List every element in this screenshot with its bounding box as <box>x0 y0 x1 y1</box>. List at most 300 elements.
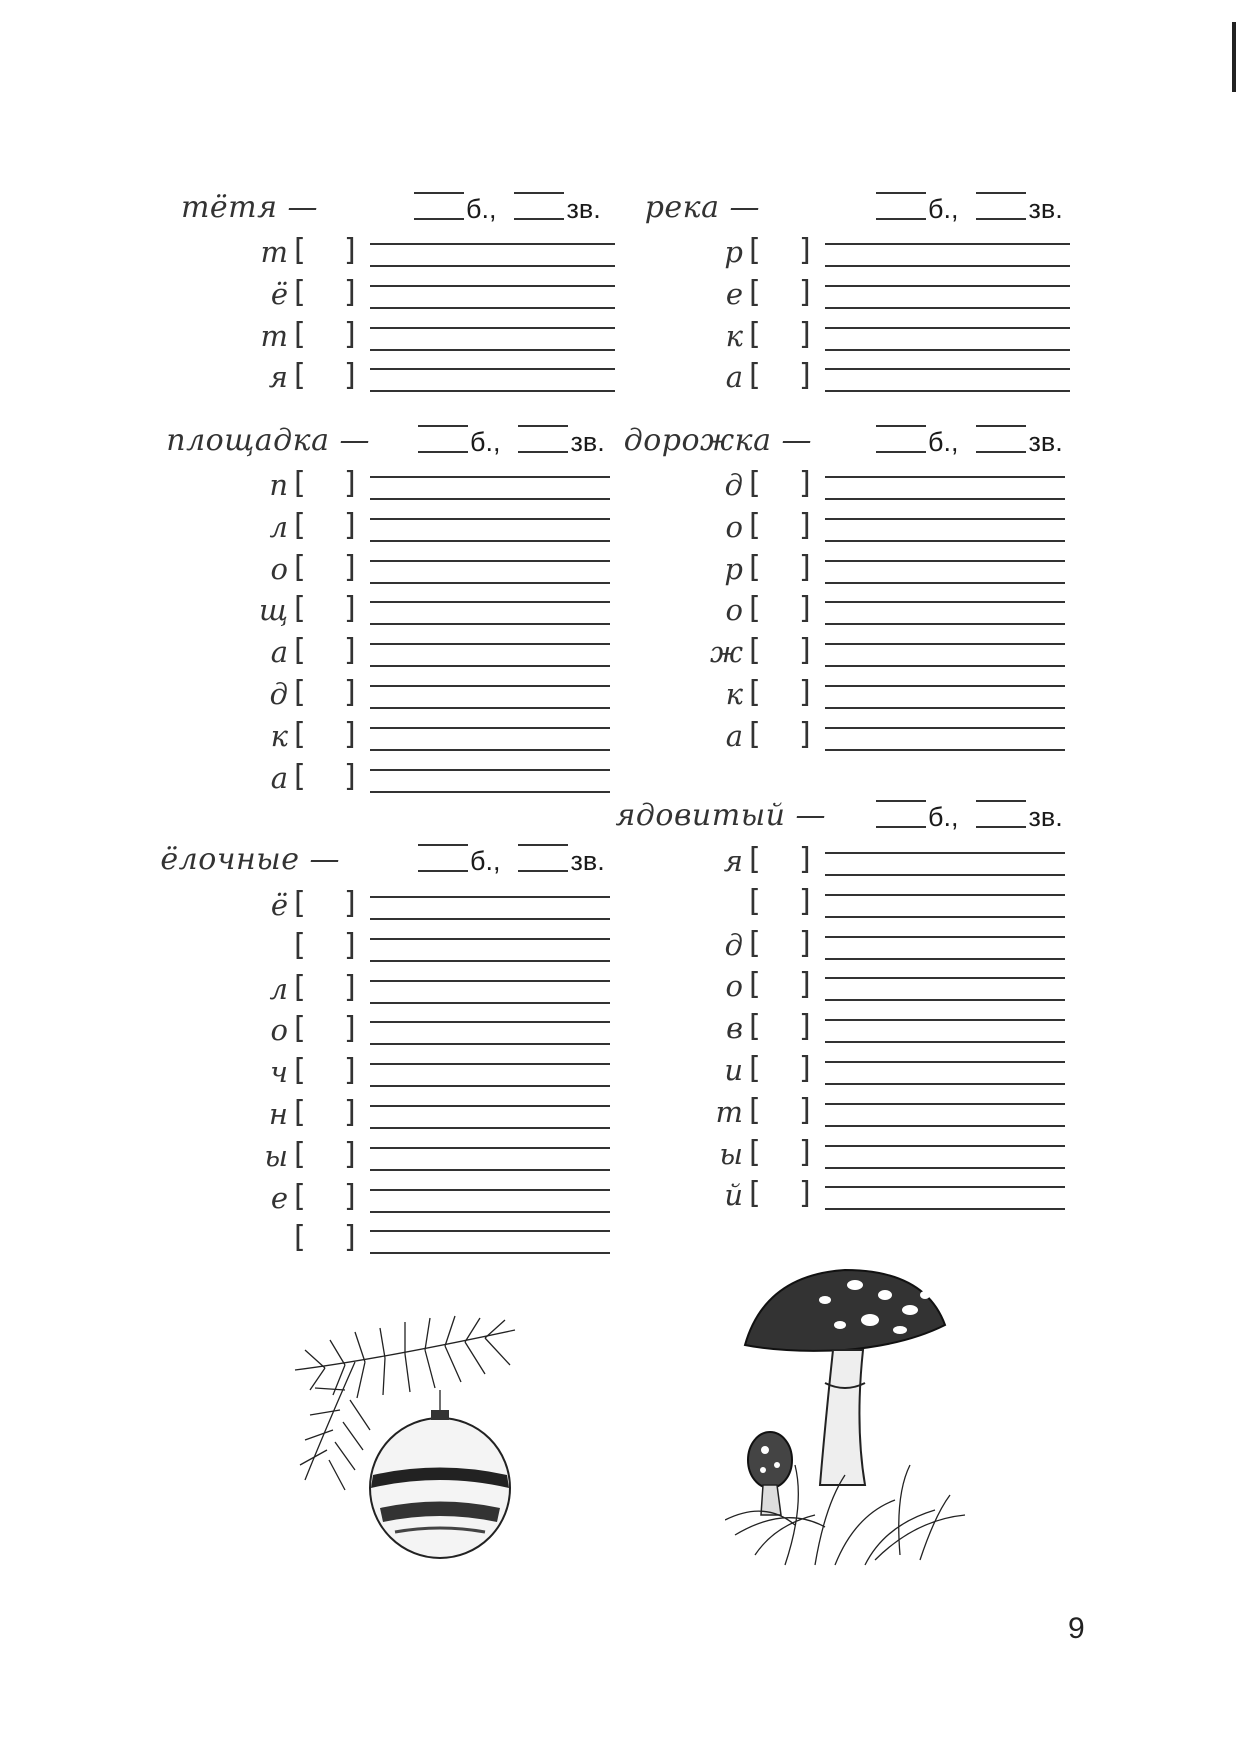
close-bracket: ] <box>799 1051 811 1086</box>
letter-row <box>230 1053 610 1099</box>
upper-line <box>370 560 610 562</box>
sound-writing-lines[interactable] <box>825 635 1065 675</box>
sound-writing-lines[interactable] <box>825 677 1065 717</box>
close-bracket: ] <box>344 1220 356 1256</box>
sound-writing-lines[interactable] <box>370 677 610 717</box>
close-bracket: ] <box>799 716 811 752</box>
upper-line <box>825 1186 1065 1188</box>
lower-line <box>370 1127 610 1129</box>
sound-writing-lines[interactable] <box>825 277 1070 317</box>
letter-label: т <box>715 1094 743 1129</box>
letters-count-slot[interactable] <box>876 800 926 828</box>
sound-writing-lines[interactable] <box>825 1053 1065 1093</box>
lower-line <box>825 1167 1065 1169</box>
word-ploshchadka: площадка — <box>166 423 370 458</box>
close-bracket: ] <box>799 358 811 394</box>
letter-label: я <box>268 360 288 395</box>
sound-writing-lines[interactable] <box>825 360 1070 400</box>
letter-row <box>230 633 610 679</box>
letters-count-label: б., <box>928 194 959 224</box>
sounds-count-label: зв. <box>566 194 601 224</box>
letter-row <box>230 317 615 363</box>
letter-row <box>685 1135 1065 1181</box>
letter-row <box>685 1176 1065 1222</box>
letter-row <box>685 1009 1065 1055</box>
letter-row <box>685 233 1070 279</box>
close-bracket: ] <box>344 675 356 710</box>
open-bracket: [ <box>294 927 306 963</box>
lower-line <box>370 960 610 962</box>
letter-row <box>230 275 615 321</box>
letter-label: й <box>724 1178 743 1213</box>
letter-label: о <box>725 969 743 1004</box>
open-bracket: [ <box>294 1095 306 1130</box>
close-bracket: ] <box>344 927 356 963</box>
letter-label: а <box>725 360 743 395</box>
open-bracket: [ <box>749 842 761 877</box>
large-mushroom-stem <box>820 1350 865 1485</box>
close-bracket: ] <box>799 233 811 268</box>
letter-row <box>685 466 1065 512</box>
lower-line <box>825 582 1065 584</box>
letter-row <box>230 886 610 932</box>
letter-row <box>230 1220 610 1266</box>
letter-label: н <box>268 1097 288 1131</box>
letter-label: в <box>726 1011 743 1046</box>
letter-label: к <box>725 318 743 353</box>
letter-label: ж <box>710 635 743 670</box>
close-bracket: ] <box>799 274 811 310</box>
letters-count-slot[interactable] <box>876 192 926 220</box>
sound-writing-lines[interactable] <box>825 510 1065 550</box>
letter-label: о <box>725 509 743 544</box>
sound-writing-lines[interactable] <box>825 886 1065 926</box>
lower-line <box>370 1252 610 1254</box>
upper-line <box>370 327 615 329</box>
lower-line <box>370 582 610 584</box>
sound-writing-lines[interactable] <box>825 1137 1065 1177</box>
open-bracket: [ <box>294 633 306 669</box>
upper-line <box>370 643 610 645</box>
sound-writing-lines[interactable] <box>370 635 610 675</box>
open-bracket: [ <box>294 1136 306 1172</box>
close-bracket: ] <box>344 358 356 394</box>
sounds-count-label: зв. <box>570 427 605 457</box>
sound-writing-lines[interactable] <box>370 930 610 970</box>
upper-line <box>370 476 610 478</box>
upper-line <box>370 518 610 520</box>
page-number: 9 <box>1068 1612 1085 1645</box>
lower-line <box>370 791 610 793</box>
upper-line <box>825 685 1065 687</box>
sounds-count-slot[interactable] <box>518 844 568 872</box>
lower-line <box>825 498 1065 500</box>
letter-row <box>685 358 1070 404</box>
lower-line <box>370 623 610 625</box>
letter-row <box>230 759 610 805</box>
small-mushroom-cap <box>748 1432 792 1488</box>
open-bracket: [ <box>749 883 761 919</box>
letter-row <box>685 675 1065 721</box>
letters-count-label: б., <box>928 427 959 457</box>
upper-line <box>825 601 1065 603</box>
upper-line <box>825 518 1065 520</box>
letter-row <box>685 1093 1065 1139</box>
upper-line <box>825 1145 1065 1147</box>
close-bracket: ] <box>799 842 811 877</box>
open-bracket: [ <box>749 316 761 352</box>
upper-line <box>370 1147 610 1149</box>
lower-line <box>370 390 615 392</box>
close-bracket: ] <box>344 1136 356 1172</box>
letter-row <box>230 1179 610 1225</box>
sound-writing-lines[interactable] <box>370 468 610 508</box>
lower-line <box>370 1043 610 1045</box>
sounds-count-label: зв. <box>570 846 605 876</box>
letter-label: р <box>724 551 743 586</box>
letter-label: к <box>270 718 288 753</box>
letter-label: д <box>724 468 743 502</box>
close-bracket: ] <box>799 316 811 352</box>
sound-writing-lines[interactable] <box>370 319 615 359</box>
open-bracket: [ <box>749 1176 761 1212</box>
upper-line <box>370 980 610 982</box>
lower-line <box>370 707 610 709</box>
open-bracket: [ <box>294 274 306 310</box>
close-bracket: ] <box>344 591 356 627</box>
sound-writing-lines[interactable] <box>370 1139 610 1179</box>
lower-line <box>370 1002 610 1004</box>
upper-line <box>370 896 610 898</box>
letter-label: д <box>269 677 288 711</box>
close-bracket: ] <box>344 549 356 585</box>
close-bracket: ] <box>799 549 811 585</box>
sound-writing-lines[interactable] <box>825 928 1065 968</box>
upper-line <box>825 643 1065 645</box>
open-bracket: [ <box>749 716 761 752</box>
close-bracket: ] <box>799 1092 811 1128</box>
lower-line <box>370 349 615 351</box>
upper-line <box>825 327 1070 329</box>
lower-line <box>370 749 610 751</box>
letter-label: т <box>260 318 288 353</box>
close-bracket: ] <box>344 758 356 794</box>
letter-row <box>685 591 1065 637</box>
letter-row <box>230 233 615 279</box>
letter-label: е <box>725 276 743 311</box>
lower-line <box>825 999 1065 1001</box>
sound-writing-lines[interactable] <box>370 972 610 1012</box>
upper-line <box>370 1189 610 1191</box>
lower-line <box>825 1041 1065 1043</box>
lower-line <box>370 1169 610 1171</box>
counts-yadovityy <box>876 800 1063 833</box>
sound-writing-lines[interactable] <box>370 510 610 550</box>
sound-writing-lines[interactable] <box>370 1055 610 1095</box>
letters-count-slot[interactable] <box>418 844 468 872</box>
word-yolochnye: ёлочные — <box>160 842 340 877</box>
open-bracket: [ <box>294 969 306 1005</box>
upper-line <box>370 727 610 729</box>
lower-line <box>370 1085 610 1087</box>
sound-writing-lines[interactable] <box>825 969 1065 1009</box>
upper-line <box>825 977 1065 979</box>
letters-count-label: б., <box>470 427 501 457</box>
letter-label: я <box>723 844 743 878</box>
lower-line <box>370 307 615 309</box>
open-bracket: [ <box>749 1051 761 1086</box>
lower-line <box>825 916 1065 918</box>
letter-label: ы <box>719 1136 743 1171</box>
letter-row <box>685 967 1065 1013</box>
letter-row <box>685 1051 1065 1097</box>
sounds-count-slot[interactable] <box>976 800 1026 828</box>
letter-row <box>685 717 1065 763</box>
letter-row <box>230 928 610 974</box>
letter-row <box>685 633 1065 679</box>
close-bracket: ] <box>799 466 811 501</box>
open-bracket: [ <box>294 1220 306 1256</box>
open-bracket: [ <box>294 886 306 921</box>
upper-line <box>370 243 615 245</box>
close-bracket: ] <box>344 886 356 921</box>
sound-writing-lines[interactable] <box>825 1178 1065 1218</box>
close-bracket: ] <box>799 633 811 669</box>
close-bracket: ] <box>799 591 811 627</box>
letter-label: а <box>725 718 743 753</box>
open-bracket: [ <box>294 675 306 710</box>
close-bracket: ] <box>799 1176 811 1212</box>
close-bracket: ] <box>799 883 811 919</box>
open-bracket: [ <box>749 233 761 268</box>
letter-label: л <box>269 971 288 1006</box>
letter-label: о <box>270 1013 288 1048</box>
close-bracket: ] <box>344 1053 356 1089</box>
open-bracket: [ <box>294 1053 306 1089</box>
lower-line <box>825 1083 1065 1085</box>
upper-line <box>370 1230 610 1232</box>
close-bracket: ] <box>799 675 811 710</box>
fir-branch-ornament-illustration <box>285 1310 545 1580</box>
open-bracket: [ <box>749 358 761 394</box>
close-bracket: ] <box>344 1095 356 1130</box>
lower-line <box>825 265 1070 267</box>
upper-line <box>370 769 610 771</box>
letter-row <box>230 591 610 637</box>
counts-yolochnye <box>418 844 605 877</box>
sound-writing-lines[interactable] <box>370 888 610 928</box>
close-bracket: ] <box>799 967 811 1003</box>
letter-row <box>685 508 1065 554</box>
sounds-count-slot[interactable] <box>976 425 1026 453</box>
close-bracket: ] <box>344 633 356 669</box>
upper-line <box>370 938 610 940</box>
word-tetya: тётя — <box>180 190 318 225</box>
close-bracket: ] <box>344 1178 356 1214</box>
lower-line <box>370 1211 610 1213</box>
lower-line <box>825 958 1065 960</box>
letter-label: д <box>724 927 743 962</box>
letter-label: ё <box>270 888 288 922</box>
counts-reka <box>876 192 1063 225</box>
open-bracket: [ <box>749 591 761 627</box>
sound-writing-lines[interactable] <box>825 468 1065 508</box>
letter-label: и <box>724 1053 743 1087</box>
sound-writing-lines[interactable] <box>370 360 615 400</box>
sound-writing-lines[interactable] <box>370 1013 610 1053</box>
open-bracket: [ <box>749 1134 761 1170</box>
lower-line <box>370 918 610 920</box>
open-bracket: [ <box>294 1011 306 1047</box>
letter-label: е <box>270 1180 288 1215</box>
upper-line <box>825 368 1070 370</box>
sounds-count-label: зв. <box>1028 427 1063 457</box>
letter-row <box>230 550 610 596</box>
open-bracket: [ <box>294 549 306 585</box>
upper-line <box>825 727 1065 729</box>
sound-writing-lines[interactable] <box>370 593 610 633</box>
upper-line <box>825 476 1065 478</box>
sound-writing-lines[interactable] <box>825 319 1070 359</box>
lower-line <box>825 307 1070 309</box>
word-reka: река — <box>644 190 760 225</box>
lower-line <box>370 498 610 500</box>
upper-line <box>370 601 610 603</box>
ornament-ball <box>370 1418 510 1558</box>
letters-count-label: б., <box>470 846 501 876</box>
lower-line <box>825 623 1065 625</box>
open-bracket: [ <box>294 758 306 794</box>
open-bracket: [ <box>294 1178 306 1214</box>
sound-writing-lines[interactable] <box>370 761 610 801</box>
letter-row <box>230 1011 610 1057</box>
open-bracket: [ <box>749 549 761 585</box>
letter-label: п <box>269 468 288 502</box>
upper-line <box>370 1021 610 1023</box>
open-bracket: [ <box>749 274 761 310</box>
sound-writing-lines[interactable] <box>825 593 1065 633</box>
sound-writing-lines[interactable] <box>370 235 615 275</box>
open-bracket: [ <box>749 466 761 501</box>
open-bracket: [ <box>294 358 306 394</box>
letter-row <box>230 717 610 763</box>
close-bracket: ] <box>344 466 356 501</box>
sounds-count-label: зв. <box>1028 194 1063 224</box>
fly-agaric-illustration <box>725 1265 985 1575</box>
upper-line <box>370 368 615 370</box>
lower-line <box>370 540 610 542</box>
word-yadovityy: ядовитый — <box>615 798 826 833</box>
close-bracket: ] <box>344 316 356 352</box>
lower-line <box>825 749 1065 751</box>
upper-line <box>825 852 1065 854</box>
sound-writing-lines[interactable] <box>370 1222 610 1262</box>
open-bracket: [ <box>749 925 761 961</box>
upper-line <box>370 1063 610 1065</box>
counts-dorozhka <box>876 425 1063 458</box>
sound-writing-lines[interactable] <box>825 552 1065 592</box>
letter-label: р <box>724 235 743 269</box>
close-bracket: ] <box>344 1011 356 1047</box>
letter-row <box>230 358 615 404</box>
sound-writing-lines[interactable] <box>370 552 610 592</box>
letter-label: ы <box>264 1138 288 1173</box>
letter-label: ч <box>269 1055 288 1090</box>
letter-label: ё <box>270 276 288 311</box>
upper-line <box>825 1061 1065 1063</box>
sound-writing-lines[interactable] <box>825 844 1065 884</box>
letter-row <box>685 884 1065 930</box>
sounds-count-label: зв. <box>1028 802 1063 832</box>
page-edge-mark <box>1232 22 1236 92</box>
letter-row <box>230 675 610 721</box>
open-bracket: [ <box>294 316 306 352</box>
close-bracket: ] <box>344 507 356 543</box>
upper-line <box>825 285 1070 287</box>
letter-row <box>685 926 1065 972</box>
sound-writing-lines[interactable] <box>825 235 1070 275</box>
upper-line <box>825 936 1065 938</box>
letter-label: щ <box>258 593 288 628</box>
sound-writing-lines[interactable] <box>825 719 1065 759</box>
open-bracket: [ <box>294 507 306 543</box>
lower-line <box>370 265 615 267</box>
letter-row <box>685 317 1070 363</box>
close-bracket: ] <box>799 1009 811 1045</box>
close-bracket: ] <box>344 969 356 1005</box>
upper-line <box>370 285 615 287</box>
letter-row <box>230 466 610 512</box>
open-bracket: [ <box>294 591 306 627</box>
letter-row <box>230 508 610 554</box>
sound-writing-lines[interactable] <box>825 1011 1065 1051</box>
upper-line <box>825 1019 1065 1021</box>
letter-row <box>230 970 610 1016</box>
letter-label: а <box>270 760 288 795</box>
lower-line <box>370 665 610 667</box>
upper-line <box>825 894 1065 896</box>
letter-label: к <box>725 677 743 711</box>
sounds-count-slot[interactable] <box>976 192 1026 220</box>
open-bracket: [ <box>294 466 306 501</box>
upper-line <box>825 243 1070 245</box>
lower-line <box>825 390 1070 392</box>
letters-count-slot[interactable] <box>876 425 926 453</box>
letter-label: л <box>269 509 288 544</box>
sound-writing-lines[interactable] <box>825 1095 1065 1135</box>
sound-writing-lines[interactable] <box>370 1181 610 1221</box>
lower-line <box>825 1125 1065 1127</box>
letter-row <box>685 842 1065 888</box>
close-bracket: ] <box>344 716 356 752</box>
sound-writing-lines[interactable] <box>370 1097 610 1137</box>
lower-line <box>825 665 1065 667</box>
sound-writing-lines[interactable] <box>370 719 610 759</box>
close-bracket: ] <box>799 925 811 961</box>
open-bracket: [ <box>749 967 761 1003</box>
close-bracket: ] <box>344 274 356 310</box>
lower-line <box>825 874 1065 876</box>
sound-writing-lines[interactable] <box>370 277 615 317</box>
open-bracket: [ <box>749 675 761 710</box>
open-bracket: [ <box>294 716 306 752</box>
letter-label: а <box>270 635 288 670</box>
open-bracket: [ <box>294 233 306 268</box>
letters-count-label: б., <box>466 194 497 224</box>
open-bracket: [ <box>749 507 761 543</box>
letter-row <box>685 550 1065 596</box>
close-bracket: ] <box>799 1134 811 1170</box>
